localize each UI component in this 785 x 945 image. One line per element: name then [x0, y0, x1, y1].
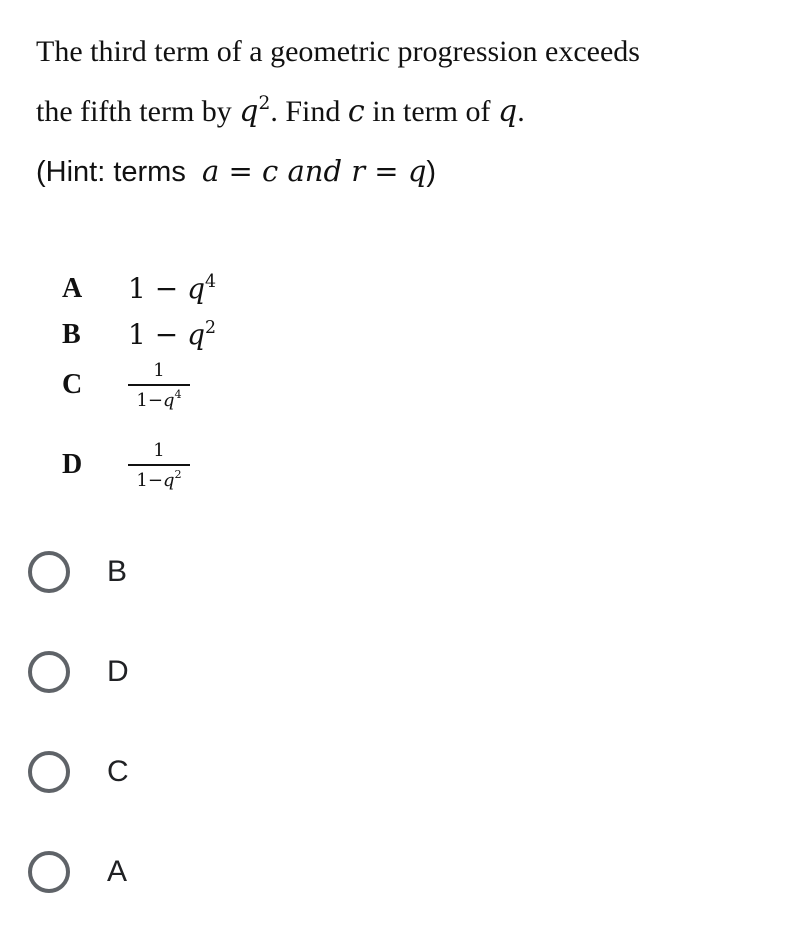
question-line-2 — [36, 82, 766, 142]
question-line-2-post: in term of — [364, 95, 498, 128]
choice-b-label[interactable]: B — [107, 555, 128, 588]
choice-b[interactable] — [28, 545, 728, 645]
question-line-2-pre: the fifth term by — [36, 95, 240, 128]
math-var-c: c — [347, 94, 365, 129]
math-var-q — [239, 94, 270, 129]
option-d-den-base: 1− — [136, 470, 163, 491]
option-c-letter: C — [62, 369, 83, 400]
hint-text — [36, 146, 436, 197]
option-a — [62, 266, 362, 312]
choice-d-label[interactable]: D — [107, 655, 129, 688]
choice-c[interactable] — [28, 745, 728, 845]
question-text — [36, 22, 766, 142]
option-d-fraction — [128, 438, 190, 496]
option-c-fraction — [128, 358, 190, 416]
question-line-2-mid: . Find — [270, 95, 348, 128]
option-b-expression — [128, 312, 216, 358]
radio-button-d[interactable] — [28, 651, 70, 693]
radio-button-c[interactable] — [28, 751, 70, 793]
hint-pre: (Hint: terms — [36, 156, 202, 188]
option-d-denominator — [136, 466, 181, 496]
option-c-denominator — [136, 386, 181, 416]
option-a-expression — [128, 266, 216, 312]
hint-var-c-and-r: c and r — [262, 154, 366, 188]
option-b — [62, 312, 362, 358]
option-d-numerator: 1 — [153, 440, 165, 461]
hint-var-a: a — [201, 154, 220, 188]
hint-equals-1: = — [219, 154, 263, 188]
option-c — [62, 358, 362, 438]
choice-a[interactable] — [28, 845, 728, 945]
choice-a-label[interactable]: A — [107, 855, 128, 888]
option-d-den-var: q — [162, 470, 175, 491]
q-exponent: 2 — [258, 93, 271, 115]
option-a-letter: A — [62, 273, 83, 304]
option-a-exponent: 4 — [205, 271, 217, 292]
option-b-var: q — [187, 318, 206, 351]
q-symbol: q — [239, 94, 259, 129]
option-c-den-exponent: 4 — [174, 388, 182, 402]
option-b-base: 1 − — [128, 318, 188, 351]
question-line-1-text: The third term of a geometric progression exceeds — [36, 35, 640, 68]
option-b-letter: B — [62, 319, 81, 350]
option-b-exponent: 2 — [205, 317, 217, 338]
option-c-den-base: 1− — [136, 390, 163, 411]
option-c-numerator: 1 — [153, 360, 165, 381]
hint-post: ) — [426, 156, 437, 188]
option-d — [62, 438, 362, 518]
question-line-1 — [36, 22, 766, 82]
option-a-base: 1 − — [128, 272, 188, 305]
option-c-den-var: q — [162, 390, 175, 411]
math-var-q-2: q — [498, 94, 518, 129]
option-d-den-exponent: 2 — [174, 468, 182, 482]
radio-button-b[interactable] — [28, 551, 70, 593]
hint-var-q: q — [407, 154, 427, 188]
hint-equals-2: = — [365, 154, 408, 188]
option-a-var: q — [187, 272, 206, 305]
radio-choice-group — [28, 545, 728, 945]
answer-options-list — [62, 266, 362, 518]
choice-d[interactable] — [28, 645, 728, 745]
choice-c-label[interactable]: C — [107, 755, 129, 788]
option-d-letter: D — [62, 449, 83, 480]
question-line-2-end: . — [517, 95, 525, 128]
radio-button-a[interactable] — [28, 851, 70, 893]
